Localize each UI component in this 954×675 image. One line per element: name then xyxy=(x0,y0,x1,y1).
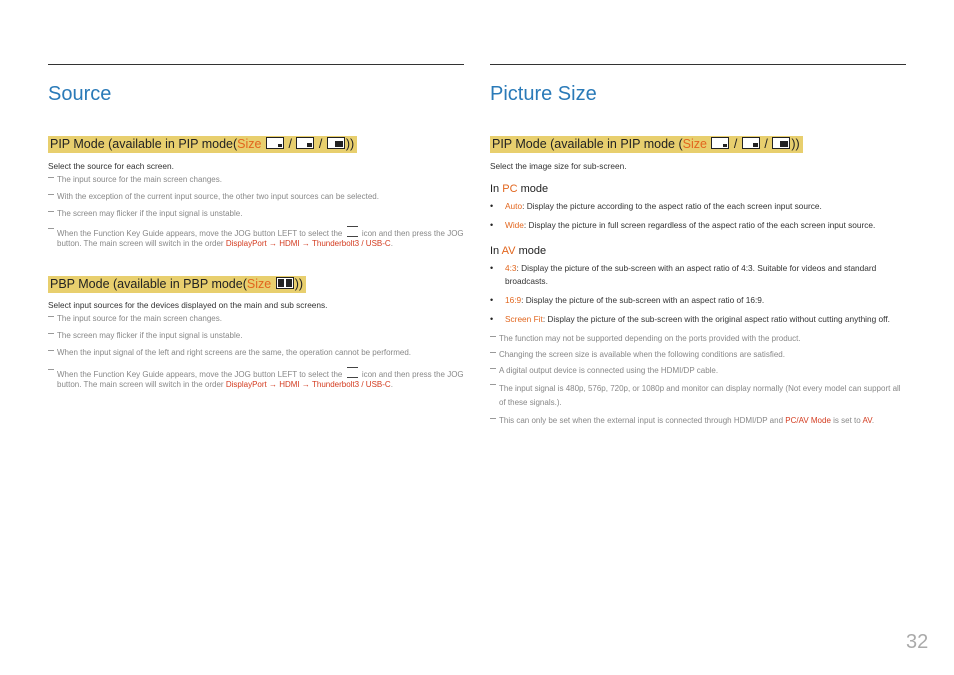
size-label: Size xyxy=(237,137,262,151)
note-item: The input source for the main screen changes. xyxy=(48,314,464,324)
pbp-mode-heading-row xyxy=(48,275,464,293)
pip-size-small-icon xyxy=(711,137,729,149)
section-divider xyxy=(48,64,464,65)
list-item: • 16:9: Display the picture of the sub-screen with an aspect ratio of 16:9. xyxy=(490,295,765,305)
pip-size-medium-icon xyxy=(742,137,760,149)
pc-mode-list xyxy=(490,200,906,232)
picture-size-title: Picture Size xyxy=(490,83,597,105)
pbp-size-icon xyxy=(276,277,294,289)
size-label: Size xyxy=(682,137,707,151)
list-item: • Auto: Display the picture according to the aspect ratio of the each screen input source. xyxy=(490,201,822,211)
list-item: • Screen Fit: Display the picture of the sub-screen with the original aspect ratio without cutting anything off. xyxy=(490,314,890,324)
source-title: Source xyxy=(48,83,112,105)
note-item: The screen may flicker if the input signal is unstable. xyxy=(48,209,464,219)
pip-size-large-icon xyxy=(327,137,345,149)
section-divider xyxy=(490,64,906,65)
source-switch-icon xyxy=(347,226,358,237)
pip-intro: Select the source for each screen. xyxy=(48,161,174,171)
pip-size-medium-icon xyxy=(296,137,314,149)
note-item: When the Function Key Guide appears, move the JOG button LEFT to select the icon and then press the JOG button. The main screen will switch in the order DisplayPort → HDMI → Thunderbolt3 / USB-C. xyxy=(48,367,464,390)
pip-mode-heading: PIP Mode (available in PIP mode(Size / / )) xyxy=(48,136,357,153)
pip-mode-heading: PIP Mode (available in PIP mode (Size / / )) xyxy=(490,136,803,153)
list-item: • Wide: Display the picture in full screen regardless of the aspect ratio of the each screen input source. xyxy=(490,220,876,230)
pip-size-small-icon xyxy=(266,137,284,149)
note-item: When the input signal of the left and right screens are the same, the operation cannot be performed. xyxy=(48,348,464,358)
pip-mode-heading-row xyxy=(490,135,906,153)
pbp-intro: Select input sources for the devices displayed on the main and sub screens. xyxy=(48,300,328,310)
picture-size-notes xyxy=(490,334,906,426)
note-item: This can only be set when the external input is connected through HDMI/DP and PC/AV Mode is set to AV. xyxy=(490,416,906,426)
note-item: The input source for the main screen changes. xyxy=(48,175,464,185)
list-item: • 4:3: Display the picture of the sub-screen with an aspect ratio of 4:3. Suitable for videos and standard broadcasts. xyxy=(490,263,877,286)
av-mode-list xyxy=(490,262,906,326)
pc-mode-heading: In PC mode xyxy=(490,183,549,195)
pbp-notes xyxy=(48,314,464,390)
note-item: A digital output device is connected using the HDMI/DP cable. xyxy=(490,366,906,376)
note-item: With the exception of the current input source, the other two input sources can be selected. xyxy=(48,192,464,202)
picture-size-section xyxy=(490,64,906,426)
pip-size-large-icon xyxy=(772,137,790,149)
picture-size-intro: Select the image size for sub-screen. xyxy=(490,161,627,171)
note-item: The input signal is 480p, 576p, 720p, or 1080p and monitor can display normally (Not every model can support all of these signals.). xyxy=(490,382,906,410)
note-item: When the Function Key Guide appears, move the JOG button LEFT to select the icon and then press the JOG button. The main screen will switch in the order DisplayPort → HDMI → Thunderbolt3 / USB-C. xyxy=(48,226,464,249)
av-mode-heading: In AV mode xyxy=(490,245,547,257)
note-item: The function may not be supported depending on the ports provided with the product. xyxy=(490,334,906,344)
source-switch-icon xyxy=(347,367,358,378)
pbp-mode-heading: PBP Mode (available in PBP mode(Size )) xyxy=(48,276,306,293)
page-number: 32 xyxy=(906,631,929,653)
size-label: Size xyxy=(246,277,272,291)
note-item: The screen may flicker if the input signal is unstable. xyxy=(48,331,464,341)
pip-notes xyxy=(48,175,464,249)
pip-mode-heading-row xyxy=(48,135,464,153)
source-section xyxy=(48,64,464,390)
note-item: Changing the screen size is available when the following conditions are satisfied. xyxy=(490,350,906,360)
